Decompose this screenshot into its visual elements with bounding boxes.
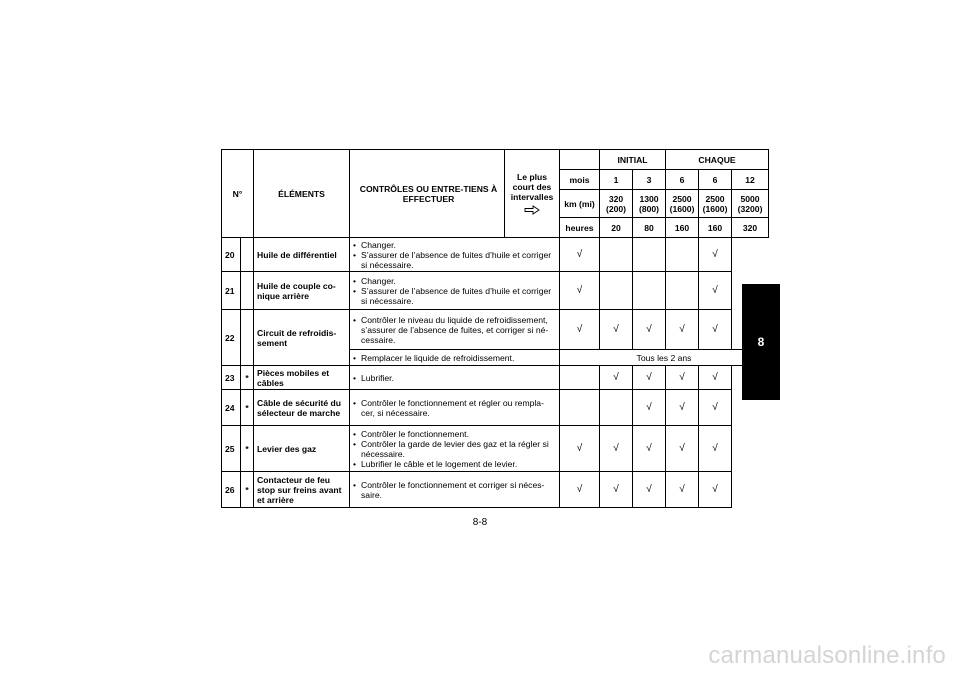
check-item: • Lubrifier le câble et le logement de levier. [353,459,556,469]
row-number: 20 [222,238,241,272]
header-mi-number: (1600) [669,203,695,214]
row-checks [350,366,560,390]
header-interval [504,150,559,238]
row-star [241,272,254,310]
check-mark: √ [699,272,732,310]
table-row [222,366,769,390]
empty-cell [633,238,666,272]
check-item: • Contrôler le fonctionnement et corriger si néces-saire. [353,480,556,500]
row-item: Pièces mobiles et câbles [254,366,350,390]
header-unit-km: km (mi) [560,190,600,218]
check-mark: √ [633,390,666,426]
check-mark: √ [699,426,732,472]
check-mark: √ [600,426,633,472]
row-checks [350,390,560,426]
empty-cell [560,366,600,390]
header-hours-value: 320 [732,218,769,238]
header-km-value [732,190,769,218]
row-checks [350,272,560,310]
empty-cell [600,390,633,426]
header-hours-value: 160 [666,218,699,238]
check-mark: √ [699,310,732,350]
check-mark: √ [600,472,633,508]
check-list [353,240,556,270]
row-star [241,238,254,272]
check-mark: √ [699,366,732,390]
row-checks [350,310,560,350]
check-mark: √ [633,426,666,472]
row-star: * [241,366,254,390]
check-item: • Contrôler le fonctionnement et régler ou rempla-cer, si nécessaire. [353,398,556,418]
check-mark: √ [699,238,732,272]
row-number: 23 [222,366,241,390]
check-item: • Contrôler la garde de levier des gaz et la régler si nécessaire. [353,439,556,459]
row-item: Huile de couple co-nique arrière [254,272,350,310]
check-list [353,315,556,345]
header-months-value: 1 [600,170,633,190]
row-number: 24 [222,390,241,426]
empty-cell [600,272,633,310]
header-months-value: 12 [732,170,769,190]
check-mark: √ [666,472,699,508]
check-list [353,276,556,306]
header-items: ÉLÉMENTS [254,150,350,238]
row-item: Huile de différentiel [254,238,350,272]
check-mark: √ [600,310,633,350]
header-blank [560,150,600,170]
row-item: Levier des gaz [254,426,350,472]
row-sub-check [350,350,560,366]
row-item: Contacteur de feu stop sur freins avant et arrière [254,472,350,508]
check-mark: √ [699,390,732,426]
row-star [241,310,254,366]
header-checks [350,150,560,238]
empty-cell [666,272,699,310]
header-km-number: 5000 [740,193,760,204]
check-mark: √ [560,472,600,508]
row-number: 21 [222,272,241,310]
check-mark: √ [560,238,600,272]
check-item: • Lubrifier. [353,373,556,383]
header-hours-value: 80 [633,218,666,238]
header-months-value: 6 [699,170,732,190]
empty-cell [560,390,600,426]
chapter-tab[interactable]: 8 [742,284,780,400]
empty-cell [666,238,699,272]
check-list [353,353,556,363]
table-row [222,238,769,272]
check-mark: √ [699,472,732,508]
check-list [353,429,556,469]
check-mark: √ [560,426,600,472]
header-km-number: 1300 [639,193,659,204]
header-km-value [666,190,699,218]
check-mark: √ [666,366,699,390]
empty-cell [633,272,666,310]
header-hours-value: 160 [699,218,732,238]
check-item: • Contrôler le fonctionnement. [353,429,556,439]
header-initial: INITIAL [600,150,666,170]
header-mi-number: (200) [605,203,627,214]
row-checks [350,472,560,508]
check-mark: √ [633,310,666,350]
check-item: • Remplacer le liquide de refroidissement. [353,353,556,363]
empty-cell [600,238,633,272]
page-number: 8-8 [472,517,488,528]
check-item: • Contrôler le niveau du liquide de refroidissement, s’assurer de l’absence de fuites, et corriger si né-cessaire. [353,315,556,345]
row-item: Circuit de refroidis-sement [254,310,350,366]
header-mi-number: (3200) [737,203,763,214]
table-row [222,472,769,508]
header-interval-label: Le plus court des intervalles [510,172,554,202]
header-checks-label: CONTRÔLES OU ENTRE-TIENS À EFFECTUER [359,183,498,204]
header-hours-value: 20 [600,218,633,238]
header-km-number: 320 [608,193,624,204]
check-list [353,398,556,418]
watermark: carmanualsonline.info [708,642,946,669]
check-item: • Changer. [353,276,556,286]
row-star: * [241,472,254,508]
row-number: 25 [222,426,241,472]
check-mark: √ [633,366,666,390]
arrow-right-icon [524,205,540,215]
header-every: CHAQUE [666,150,769,170]
header-months-value: 3 [633,170,666,190]
row-star: * [241,426,254,472]
header-km-value [699,190,732,218]
header-mi-number: (800) [638,203,660,214]
check-mark: √ [600,366,633,390]
row-item: Câble de sécurité du sélecteur de marche [254,390,350,426]
check-mark: √ [666,426,699,472]
check-mark: √ [666,390,699,426]
row-number: 26 [222,472,241,508]
row-number: 22 [222,310,241,366]
check-item: • S’assurer de l’absence de fuites d’huile et corriger si nécessaire. [353,286,556,306]
row-star: * [241,390,254,426]
check-mark: √ [560,310,600,350]
header-km-number: 2500 [672,193,692,204]
header-km-value [600,190,633,218]
row-sub-note: Tous les 2 ans [560,350,769,366]
header-months-value: 6 [666,170,699,190]
check-mark: √ [633,472,666,508]
check-mark: √ [666,310,699,350]
table-row [222,272,769,310]
table-row [222,310,769,350]
header-unit-months: mois [560,170,600,190]
table-row [222,426,769,472]
header-km-number: 2500 [705,193,725,204]
check-mark: √ [560,272,600,310]
check-list [353,373,556,383]
header-no: N° [222,150,254,238]
row-checks [350,238,560,272]
maintenance-table [221,149,769,508]
row-checks [350,426,560,472]
header-mi-number: (1600) [702,203,728,214]
check-item: • Changer. [353,240,556,250]
check-item: • S’assurer de l’absence de fuites d’huile et corriger si nécessaire. [353,250,556,270]
header-unit-hours: heures [560,218,600,238]
header-km-value [633,190,666,218]
table-row [222,390,769,426]
check-list [353,480,556,500]
